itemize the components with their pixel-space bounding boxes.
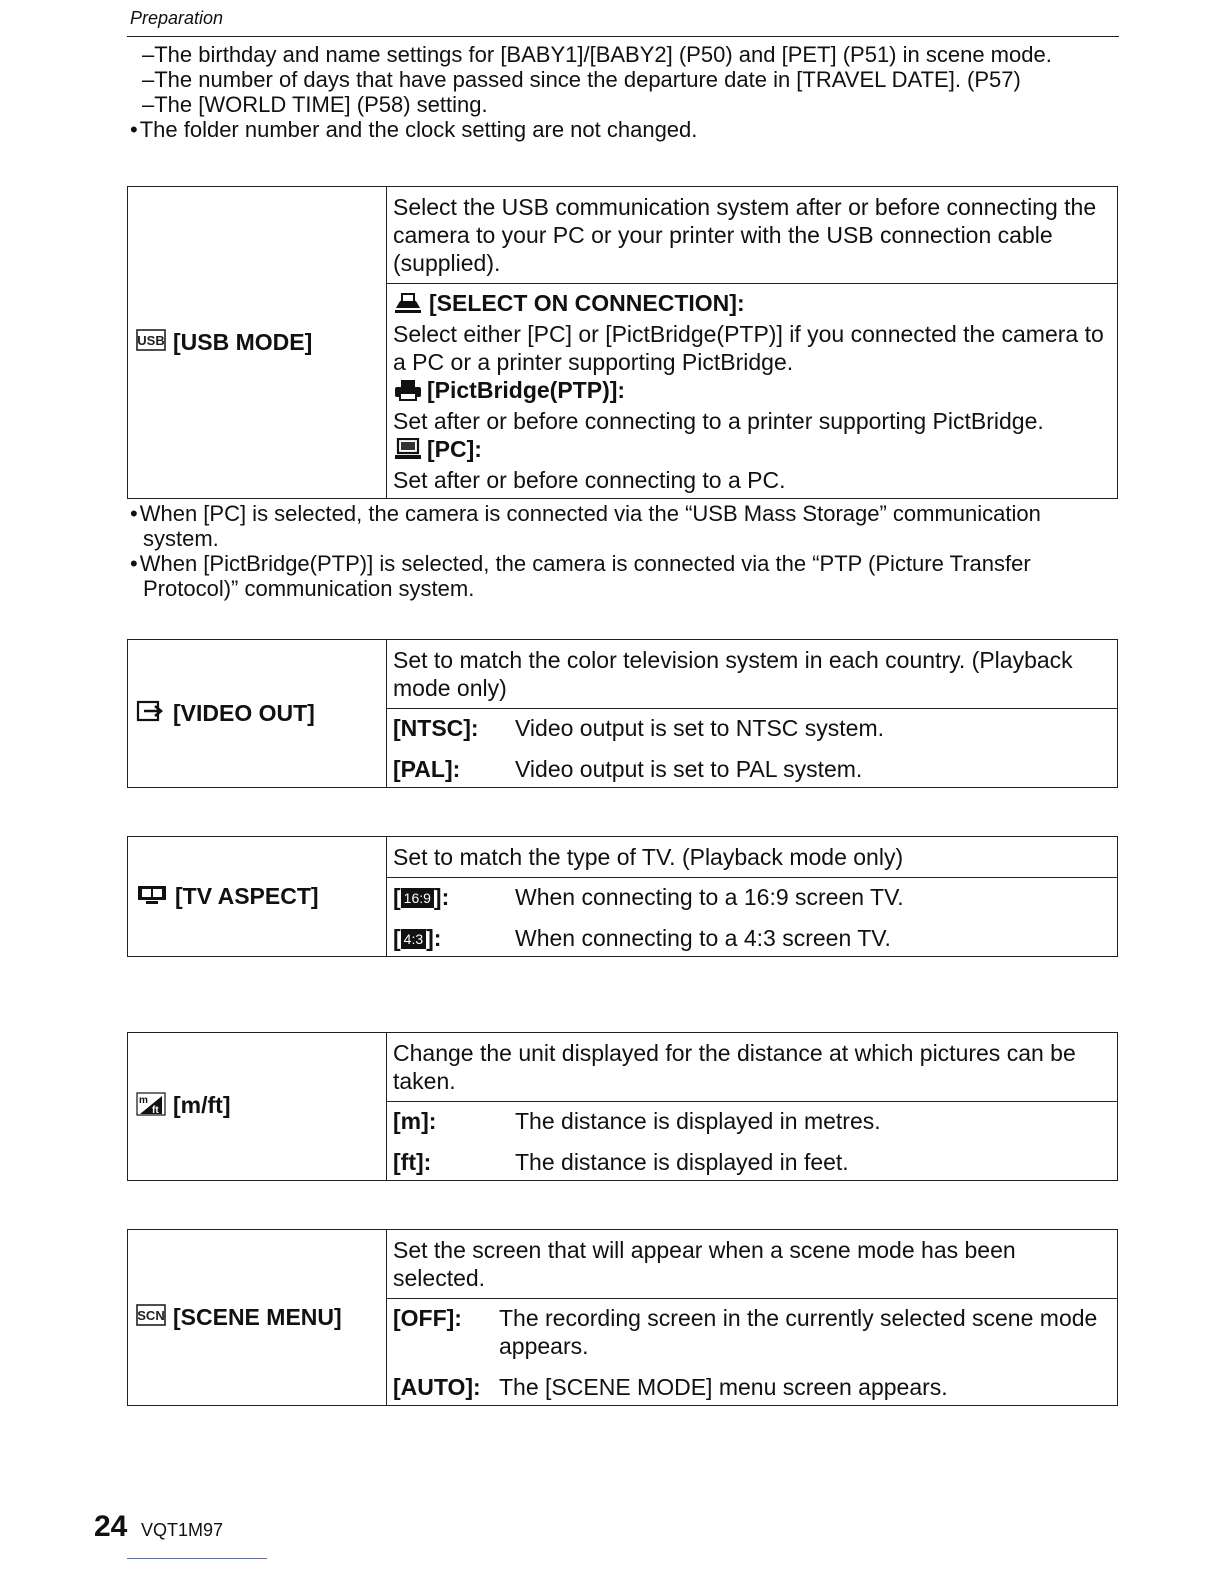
scene-menu-table — [127, 1229, 1118, 1406]
scene-option-auto — [393, 1373, 1110, 1401]
m-ft-label-cell — [128, 1033, 387, 1181]
aspect-16-9-icon: 16:9 — [401, 888, 434, 908]
option-text: Set after or before connecting to a PC. — [393, 467, 786, 493]
tv-aspect-options — [387, 878, 1118, 957]
option-text: Video output is set to NTSC system. — [515, 715, 885, 741]
video-out-label-cell — [128, 640, 387, 788]
option-key: [ 4:3 ]: — [393, 925, 442, 951]
printer-icon — [393, 379, 423, 407]
usb-mode-label-cell — [128, 187, 387, 499]
m-ft-description: Change the unit displayed for the distance at which pictures can be taken. — [387, 1033, 1118, 1102]
option-text: The distance is displayed in metres. — [515, 1108, 881, 1134]
option-key: [PAL]: — [393, 756, 461, 782]
video-option-pal — [393, 755, 1110, 783]
m-ft-table — [127, 1032, 1118, 1181]
note-item: • When [PictBridge(PTP)] is selected, the camera is connected via the “PTP (Picture Transfer Protocol)” communication system. — [130, 551, 1115, 601]
option-text: When connecting to a 16:9 screen TV. — [515, 884, 904, 910]
intro-text — [130, 42, 1120, 142]
footer-rule — [127, 1558, 267, 1559]
video-out-table — [127, 639, 1118, 788]
option-key: [m]: — [393, 1108, 437, 1134]
option-text: Video output is set to PAL system. — [515, 756, 863, 782]
video-option-ntsc — [393, 714, 1110, 742]
pc-icon — [393, 438, 423, 466]
usb-mode-options — [387, 284, 1118, 499]
video-out-options — [387, 709, 1118, 788]
usb-option-select-on-connection — [393, 289, 1110, 376]
scene-menu-label: [SCENE MENU] — [173, 1303, 342, 1330]
svg-text:USB: USB — [137, 333, 165, 349]
scn-icon — [136, 1304, 166, 1332]
video-out-icon — [136, 700, 166, 728]
intro-line: –The [WORLD TIME] (P58) setting. — [142, 92, 488, 117]
tv-aspect-description: Set to match the type of TV. (Playback mode only) — [387, 837, 1118, 878]
usb-mode-table — [127, 186, 1118, 499]
option-key: [NTSC]: — [393, 715, 479, 741]
doc-code: VQT1M97 — [141, 1520, 224, 1540]
option-text: The [SCENE MODE] menu screen appears. — [499, 1374, 948, 1400]
usb-mode-label: [USB MODE] — [173, 328, 313, 355]
m-ft-icon — [136, 1092, 166, 1122]
option-text: Set after or before connecting to a printer supporting PictBridge. — [393, 408, 1044, 434]
select-connection-icon — [393, 292, 425, 320]
intro-line: –The birthday and name settings for [BABY1]/[BABY2] (P50) and [PET] (P51) in scene mode. — [142, 42, 1052, 67]
page-number: 24 — [94, 1510, 128, 1543]
option-name: [PictBridge(PTP)]: — [427, 377, 626, 403]
option-key: [OFF]: — [393, 1305, 462, 1331]
m-ft-options — [387, 1102, 1118, 1181]
m-ft-label: [m/ft] — [173, 1092, 231, 1119]
svg-text:SCN: SCN — [137, 1308, 165, 1324]
tv-aspect-label-cell — [128, 837, 387, 957]
option-key: [ft]: — [393, 1149, 432, 1175]
video-out-description: Set to match the color television system in each country. (Playback mode only) — [387, 640, 1118, 709]
intro-bullet: • The folder number and the clock setting are not changed. — [130, 117, 1120, 142]
tv-option-4-3 — [393, 924, 1110, 952]
option-text: The distance is displayed in feet. — [515, 1149, 849, 1175]
m-ft-option-ft — [393, 1148, 1110, 1176]
tv-aspect-table — [127, 836, 1118, 957]
option-key: [AUTO]: — [393, 1374, 481, 1400]
scene-menu-description: Set the screen that will appear when a scene mode has been selected. — [387, 1230, 1118, 1299]
header-rule — [127, 36, 1119, 37]
usb-notes — [130, 501, 1115, 601]
tv-option-16-9 — [393, 883, 1110, 911]
tv-aspect-label: [TV ASPECT] — [175, 882, 319, 909]
usb-option-pictbridge — [393, 376, 1110, 435]
usb-option-pc — [393, 435, 1110, 494]
note-item: • When [PC] is selected, the camera is connected via the “USB Mass Storage” communication system. — [130, 501, 1115, 551]
scene-option-off — [393, 1304, 1110, 1360]
usb-icon — [136, 329, 166, 357]
scene-menu-options — [387, 1299, 1118, 1406]
option-name: [SELECT ON CONNECTION]: — [429, 290, 745, 316]
m-ft-option-m — [393, 1107, 1110, 1135]
tv-aspect-icon — [136, 883, 168, 911]
aspect-4-3-icon: 4:3 — [401, 929, 426, 949]
svg-text:ft: ft — [152, 1104, 159, 1116]
usb-mode-description: Select the USB communication system after or before connecting the camera to your PC or your printer with the USB connection cable (supplied). — [387, 187, 1118, 284]
option-key: [ 16:9 ]: — [393, 884, 450, 910]
option-text: The recording screen in the currently selected scene mode appears. — [499, 1305, 1098, 1359]
video-out-label: [VIDEO OUT] — [173, 699, 315, 726]
option-text: Select either [PC] or [PictBridge(PTP)] if you connected the camera to a PC or a printer supporting PictBridge. — [393, 321, 1104, 375]
svg-text:m: m — [139, 1094, 148, 1106]
scene-menu-label-cell — [128, 1230, 387, 1406]
option-text: When connecting to a 4:3 screen TV. — [515, 925, 891, 951]
section-header: Preparation — [130, 8, 224, 28]
option-name: [PC]: — [427, 436, 482, 462]
intro-line: –The number of days that have passed since the departure date in [TRAVEL DATE]. (P57) — [142, 67, 1021, 92]
